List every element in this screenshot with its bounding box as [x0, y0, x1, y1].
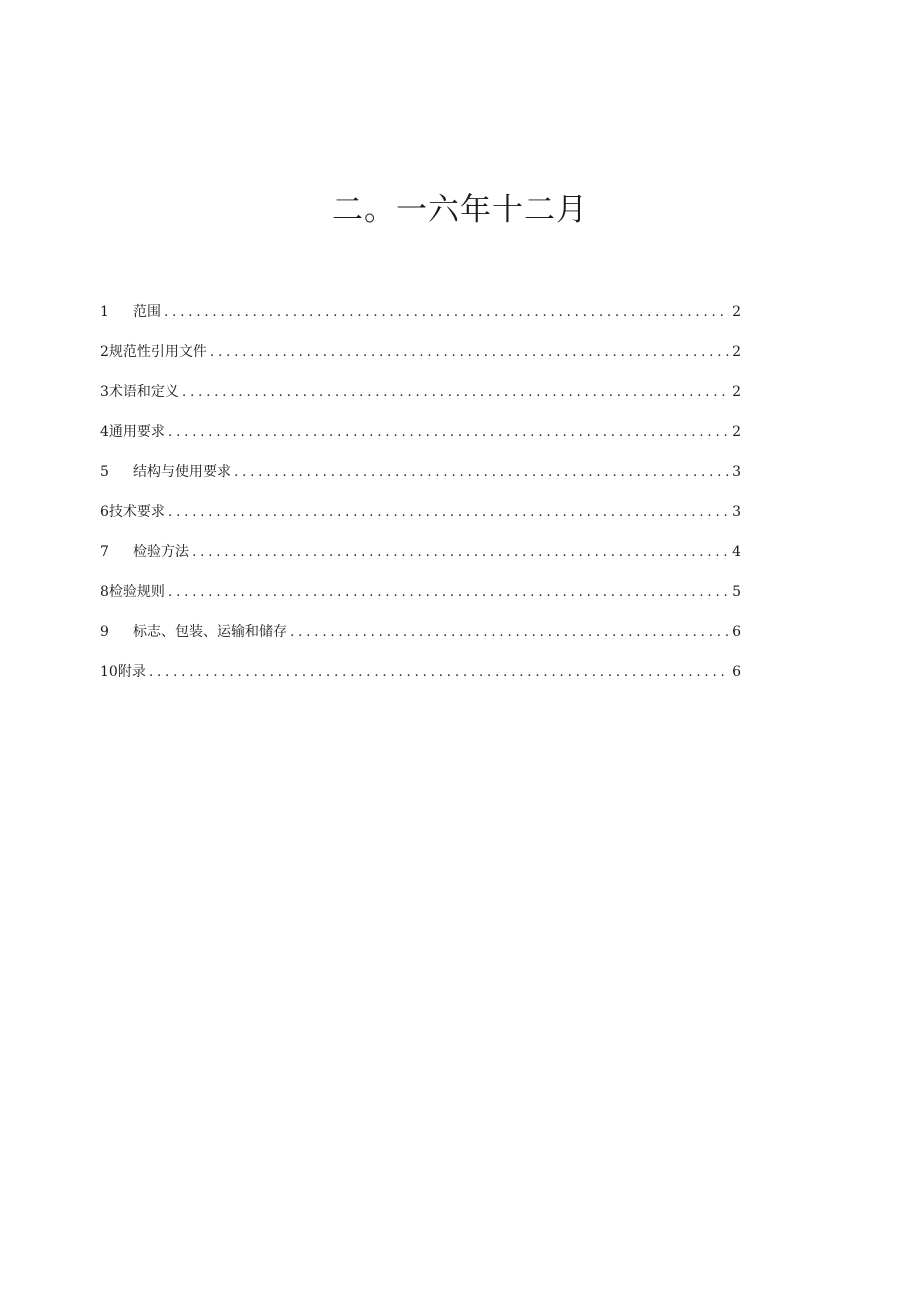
toc-entry-label: 规范性引用文件 — [108, 344, 207, 360]
document-date-title: 二。一六年十二月 — [332, 192, 588, 228]
toc-dot-leader — [168, 420, 729, 444]
toc-entry-page: 3 — [732, 504, 741, 520]
toc-entry-label: 通用要求 — [108, 424, 165, 440]
toc-entry-technical-requirements[interactable] — [100, 500, 741, 540]
toc-entry-number: 10 — [100, 664, 118, 680]
toc-entry-normative-references[interactable] — [100, 340, 741, 380]
toc-entry-page: 4 — [732, 544, 741, 560]
toc-dot-leader — [182, 380, 729, 404]
toc-entry-page: 2 — [732, 344, 741, 360]
toc-dot-leader — [234, 460, 729, 484]
toc-dot-leader — [210, 340, 729, 364]
toc-entry-page: 6 — [732, 664, 741, 680]
toc-entry-test-methods[interactable] — [100, 540, 741, 580]
toc-entry-label: 附录 — [117, 664, 146, 680]
toc-entry-page: 2 — [732, 304, 741, 320]
toc-dot-leader — [192, 540, 729, 564]
toc-entry-number: 2 — [100, 344, 109, 360]
toc-dot-leader — [149, 660, 729, 684]
toc-entry-label: 结构与使用要求 — [133, 464, 231, 480]
toc-dot-leader — [164, 300, 729, 324]
toc-entry-structure-usage[interactable] — [100, 460, 741, 500]
table-of-contents — [100, 300, 741, 700]
toc-entry-number: 5 — [100, 464, 109, 480]
toc-entry-number: 6 — [100, 504, 109, 520]
toc-dot-leader — [290, 620, 729, 644]
toc-entry-page: 3 — [732, 464, 741, 480]
toc-entry-marking-packaging[interactable] — [100, 620, 741, 660]
toc-entry-label: 检验方法 — [133, 544, 189, 560]
toc-entry-number: 1 — [100, 304, 109, 320]
toc-entry-page: 2 — [732, 424, 741, 440]
toc-entry-terms-definitions[interactable] — [100, 380, 741, 420]
toc-dot-leader — [168, 500, 729, 524]
toc-entry-number: 8 — [100, 584, 109, 600]
toc-entry-label: 范围 — [133, 304, 161, 320]
toc-entry-inspection-rules[interactable] — [100, 580, 741, 620]
toc-entry-label: 检验规则 — [108, 584, 165, 600]
toc-entry-page: 2 — [732, 384, 741, 400]
toc-entry-page: 6 — [732, 624, 741, 640]
toc-dot-leader — [168, 580, 729, 604]
toc-entry-scope[interactable] — [100, 300, 741, 340]
toc-entry-page: 5 — [732, 584, 741, 600]
toc-entry-number: 7 — [100, 544, 109, 560]
toc-entry-general-requirements[interactable] — [100, 420, 741, 460]
toc-entry-label: 标志、包装、运输和储存 — [133, 624, 287, 640]
toc-entry-number: 3 — [100, 384, 109, 400]
toc-entry-number: 4 — [100, 424, 109, 440]
toc-entry-number: 9 — [100, 624, 109, 640]
toc-entry-label: 技术要求 — [108, 504, 165, 520]
toc-entry-appendix[interactable] — [100, 660, 741, 700]
toc-entry-label: 术语和定义 — [108, 384, 179, 400]
